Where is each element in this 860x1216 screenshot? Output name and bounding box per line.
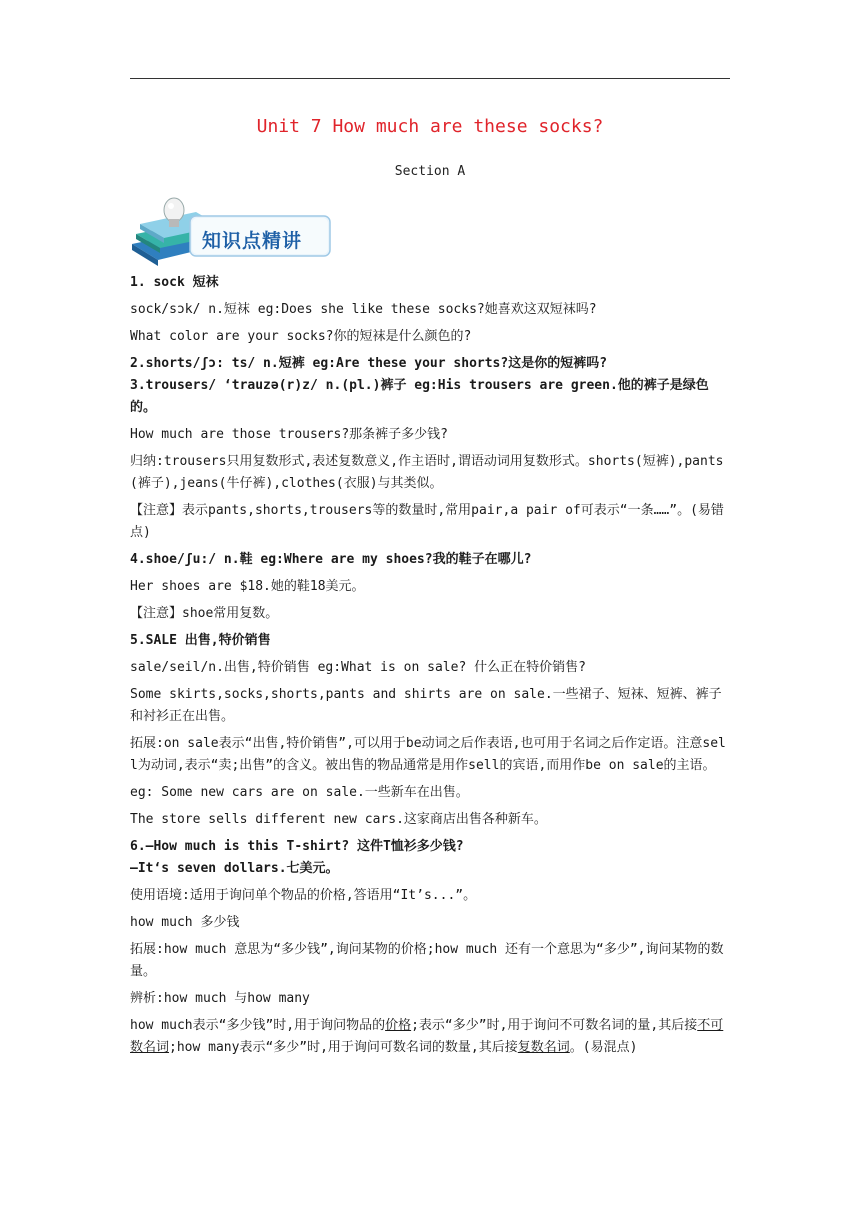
note-heading: 2.shorts/ʃɔ: ts/ n.短裤 eg:Are these your shorts?这是你的短裤吗? <box>130 356 608 371</box>
note-line: How much are those trousers?那条裤子多少钱? <box>130 427 448 442</box>
note-text: 。(易混点) <box>569 1040 638 1055</box>
note-heading: 3.trousers/ ‘trauzə(r)z/ n.(pl.)裤子 eg:His trousers are green.他的裤子是绿色的。 <box>130 378 709 415</box>
page-title: Unit 7 How much are these socks? <box>256 116 604 137</box>
note-heading: 4.shoe/ʃu:/ n.鞋 eg:Where are my shoes?我的鞋子在哪儿? <box>130 552 532 567</box>
note-comparison <box>130 1015 730 1059</box>
note-line: eg: Some new cars are on sale.一些新车在出售。 <box>130 785 469 800</box>
note-extension: 拓展:how much 意思为“多少钱”,询问某物的价格;how much 还有一个意思为“多少”,询问某物的数量。 <box>130 942 724 979</box>
note-line: What color are your socks?你的短袜是什么颜色的? <box>130 329 472 344</box>
note-text: how much表示“多少钱”时,用于询问物品的 <box>130 1018 386 1033</box>
note-line: The store sells different new cars.这家商店出售各种新车。 <box>130 812 547 827</box>
note-line: sock/sɔk/ n.短袜 eg:Does she like these socks?她喜欢这双短袜吗? <box>130 302 597 317</box>
note-line: 辨析:how much 与how many <box>130 991 310 1006</box>
note-heading: —It‘s seven dollars.七美元。 <box>130 861 339 876</box>
note-summary: 归纳:trousers只用复数形式,表述复数意义,作主语时,谓语动词用复数形式。shorts(短裤),pants(裤子),jeans(牛仔裤),clothes(衣服)与其类似。 <box>130 454 724 491</box>
note-text: ;表示“多少”时,用于询问不可数名词的量,其后接 <box>411 1018 698 1033</box>
note-warning: 【注意】shoe常用复数。 <box>130 606 279 621</box>
section-label: Section A <box>394 164 466 179</box>
banner-label: 知识点精讲 <box>202 230 303 252</box>
note-heading: 1. sock 短袜 <box>130 275 219 290</box>
note-extension: 拓展:on sale表示“出售,特价销售”,可以用于be动词之后作表语,也可用于名词之后作定语。注意sell为动词,表示“卖;出售”的含义。被出售的物品通常是用作sell的宾语,而用作be on sale的主语。 <box>130 736 726 773</box>
note-line: how much 多少钱 <box>130 915 240 930</box>
knowledge-banner <box>130 186 332 266</box>
note-line: 使用语境:适用于询问单个物品的价格,答语用“It’s...”。 <box>130 888 477 903</box>
note-warning: 【注意】表示pants,shorts,trousers等的数量时,常用pair,a pair of可表示“一条……”。(易错点) <box>130 503 724 540</box>
header-rule <box>130 78 730 79</box>
note-line: sale/seil/n.出售,特价销售 eg:What is on sale? 什么正在特价销售? <box>130 660 586 675</box>
underlined-term: 复数名词 <box>517 1040 570 1055</box>
note-heading: 6.—How much is this T-shirt? 这件T恤衫多少钱? <box>130 839 464 854</box>
notes-body <box>130 272 730 1064</box>
underlined-term: 价格 <box>385 1018 412 1033</box>
note-text: ;how many表示“多少”时,用于询问可数名词的数量,其后接 <box>169 1040 518 1055</box>
underlined-term: 不可数名词 <box>130 1018 724 1055</box>
note-line: Some skirts,socks,shorts,pants and shirts are on sale.一些裙子、短袜、短裤、裤子和衬衫正在出售。 <box>130 687 722 724</box>
note-line: Her shoes are $18.她的鞋18美元。 <box>130 579 365 594</box>
note-heading: 5.SALE 出售,特价销售 <box>130 633 271 648</box>
